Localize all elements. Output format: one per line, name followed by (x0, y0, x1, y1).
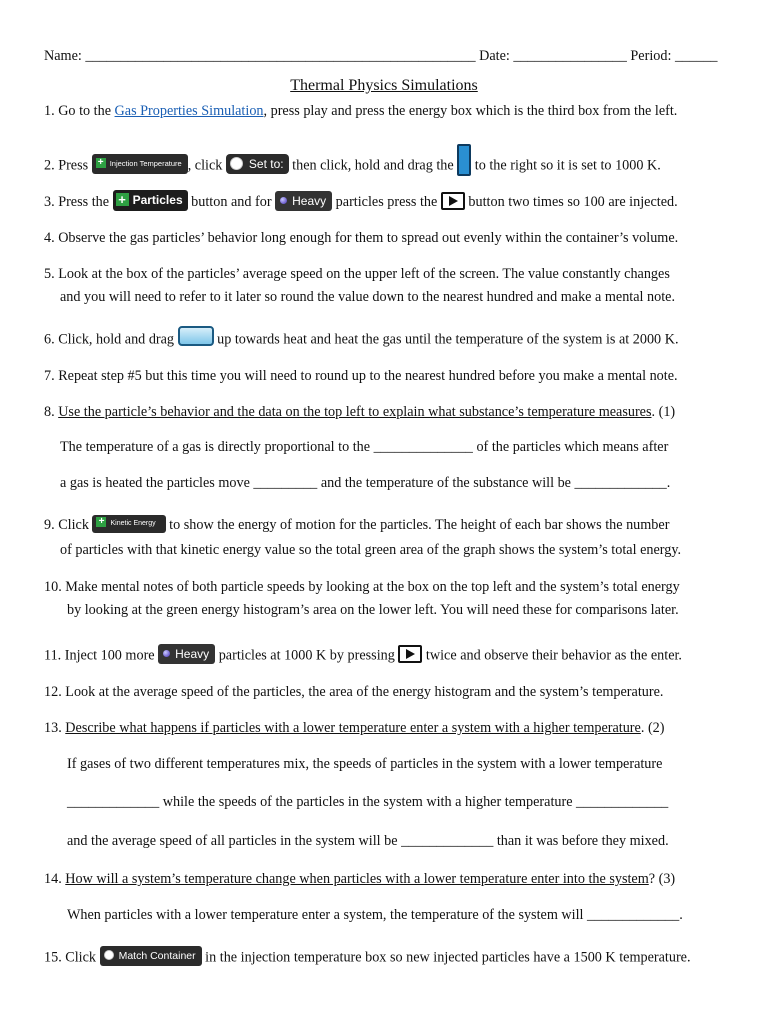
question-text: How will a system’s temperature change when particles with a lower temperature enter into the system (65, 871, 649, 887)
injection-temperature-button[interactable] (92, 154, 188, 174)
step-2 (44, 150, 661, 182)
heat-cool-lever-icon[interactable] (178, 326, 214, 346)
step-text: up towards heat and heat the gas until the temperature of the system is at 2000 K. (217, 331, 679, 348)
step-text: twice and observe their behavior as the enter. (425, 647, 682, 664)
step-number: 13. (44, 720, 62, 736)
step-text: particles at 1000 K by pressing (218, 647, 395, 664)
step-5-continued (60, 288, 675, 306)
step-13 (44, 719, 664, 737)
step-13-fill-2[interactable] (67, 793, 668, 811)
period-field[interactable]: ______ (674, 48, 718, 64)
points-label: ? (3) (648, 871, 676, 887)
step-number: 11. (44, 647, 62, 664)
step-number: 14. (44, 871, 62, 887)
fill-in-text: The temperature of a gas is directly proportional to the ______________ of the particles which means after (60, 439, 669, 455)
step-8 (44, 403, 675, 421)
play-step-icon[interactable] (441, 192, 465, 210)
period-label: Period: (630, 48, 672, 64)
button-label: Kinetic Energy (110, 519, 156, 527)
kinetic-energy-button[interactable] (92, 515, 165, 533)
play-step-icon[interactable] (398, 645, 422, 663)
heavy-particle-button[interactable] (275, 191, 332, 211)
button-label: Particles (132, 193, 183, 207)
heavy-particle-icon (280, 197, 287, 204)
step-number: 8. (44, 404, 55, 420)
gas-properties-link[interactable]: Gas Properties Simulation (114, 103, 264, 119)
step-number: 9. (44, 517, 55, 533)
step-12 (44, 683, 663, 701)
page-title: Thermal Physics Simulations (290, 77, 478, 94)
step-14 (44, 870, 675, 888)
step-text: , press play and press the energy box which is the third box from the left. (263, 103, 678, 119)
button-label: Heavy (175, 647, 210, 661)
step-number: 12. (44, 684, 62, 700)
button-label: Injection Temperature (109, 159, 182, 168)
step-text: Look at the average speed of the particles, the area of the energy histogram and the system’s temperature. (65, 684, 664, 700)
step-text: Press (58, 157, 89, 174)
step-number: 5. (44, 266, 55, 282)
step-text: Click (58, 517, 89, 533)
date-field[interactable]: ________________ (513, 48, 627, 64)
step-text: Press the (58, 193, 110, 210)
match-container-button[interactable] (100, 946, 202, 966)
step-text: Look at the box of the particles’ average speed on the upper left of the screen. The value constantly changes (58, 266, 670, 282)
step-number: 15. (44, 949, 62, 966)
points-label: . (2) (640, 720, 665, 736)
step-13-fill-1[interactable] (67, 755, 662, 773)
step-3 (44, 192, 678, 213)
points-label: . (1) (651, 404, 676, 420)
step-number: 3. (44, 193, 55, 210)
step-text: Click, hold and drag (58, 331, 175, 348)
step-9 (44, 516, 669, 535)
step-number: 6. (44, 331, 55, 348)
step-8-fill-2[interactable] (60, 474, 670, 492)
fill-in-text: When particles with a lower temperature enter a system, the temperature of the system will _____________. (67, 907, 683, 923)
date-label: Date: (479, 48, 510, 64)
step-text: in the injection temperature box so new injected particles have a 1500 K temperature. (205, 949, 691, 966)
header-row (44, 47, 718, 65)
step-text: particles press the (335, 193, 438, 210)
step-text: to the right so it is set to 1000 K. (474, 157, 661, 174)
step-text: button and for (191, 193, 272, 210)
heavy-particle-icon (163, 650, 170, 657)
step-5 (44, 265, 670, 283)
name-field[interactable]: _______________________________________________________ (85, 48, 476, 64)
fill-in-text: _____________ while the speeds of the particles in the system with a higher temperature _____________ (67, 794, 669, 810)
button-label: Match Container (118, 950, 196, 962)
fill-in-text: If gases of two different temperatures mix, the speeds of particles in the system with a lower temperature (67, 756, 663, 772)
step-10-continued (67, 601, 679, 619)
name-label: Name: (44, 48, 82, 64)
step-8-fill-1[interactable] (60, 438, 668, 456)
fill-in-text: and the average speed of all particles in the system will be _____________ than it was before they mixed. (67, 833, 669, 849)
step-text: Make mental notes of both particle speeds by looking at the box on the top left and the system’s total energy (65, 579, 680, 595)
step-text: then click, hold and drag the (292, 157, 454, 174)
step-text: Inject 100 more (64, 647, 155, 664)
plus-icon: + (96, 517, 106, 527)
step-text: , click (187, 157, 223, 174)
step-text: by looking at the green energy histogram’s area on the lower left. You will need these for comparisons later. (67, 602, 679, 618)
heavy-particle-button[interactable] (158, 644, 215, 664)
step-7 (44, 367, 678, 385)
step-text: of particles with that kinetic energy value so the total green area of the graph shows the system’s total energy. (60, 542, 682, 558)
step-9-continued (60, 541, 681, 559)
step-number: 4. (44, 230, 55, 246)
question-text: Describe what happens if particles with a lower temperature enter a system with a higher temperature (65, 720, 641, 736)
temperature-slider-handle-icon[interactable] (457, 144, 471, 176)
step-14-fill-1[interactable] (67, 906, 683, 924)
step-text: Observe the gas particles’ behavior long enough for them to spread out evenly within the container’s volume. (58, 230, 679, 246)
step-1 (44, 102, 677, 120)
radio-icon (104, 950, 114, 960)
step-text: and you will need to refer to it later so round the value down to the nearest hundred and make a mental note. (60, 289, 675, 305)
step-13-fill-3[interactable] (67, 832, 669, 850)
step-text: Go to the (58, 103, 111, 119)
plus-icon: + (96, 158, 106, 168)
button-label: Set to: (248, 157, 284, 171)
question-text: Use the particle’s behavior and the data on the top left to explain what substance’s temperature measures (58, 404, 652, 420)
step-text: Repeat step #5 but this time you will need to round up to the nearest hundred before you make a mental note. (58, 368, 678, 384)
radio-icon (230, 157, 243, 170)
plus-icon: + (116, 193, 129, 206)
set-to-button[interactable] (226, 154, 289, 174)
fill-in-text: a gas is heated the particles move _________ and the temperature of the substance will be _____________. (60, 475, 671, 491)
particles-button[interactable] (113, 190, 188, 211)
step-11 (44, 646, 682, 666)
step-10 (44, 578, 680, 596)
step-number: 7. (44, 368, 55, 384)
step-text: button two times so 100 are injected. (468, 193, 678, 210)
step-4 (44, 229, 678, 247)
step-number: 10. (44, 579, 62, 595)
step-text: to show the energy of motion for the particles. The height of each bar shows the number (169, 517, 670, 533)
button-label: Heavy (292, 193, 327, 208)
step-6 (44, 330, 679, 350)
step-number: 1. (44, 103, 55, 119)
step-15 (44, 948, 691, 968)
step-text: Click (65, 949, 97, 966)
step-number: 2. (44, 157, 55, 174)
